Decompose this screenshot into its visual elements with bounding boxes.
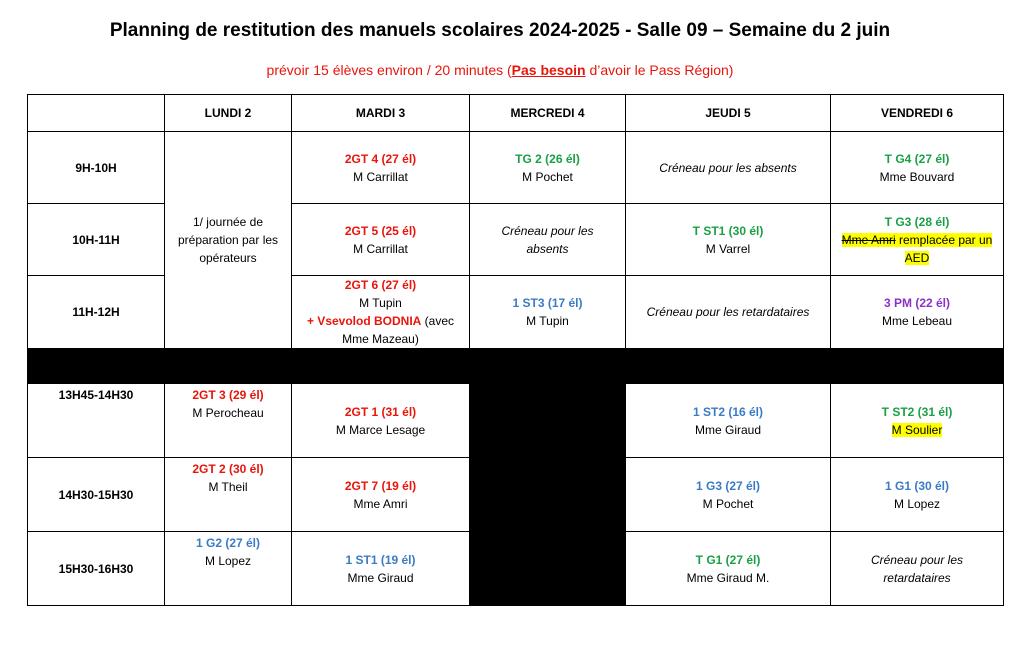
class-group: 1 G2 (27 él) bbox=[195, 536, 261, 550]
slot-cell bbox=[831, 276, 1004, 349]
teacher-name: Mme Amri bbox=[353, 496, 408, 511]
class-group: 2GT 6 (27 él) bbox=[344, 278, 417, 292]
class-group: 2GT 5 (25 él) bbox=[344, 223, 417, 238]
corner-cell bbox=[28, 95, 165, 132]
slot-cell bbox=[292, 276, 470, 349]
slot-cell bbox=[292, 532, 470, 606]
extra-note: (avec Mme Mazeau) bbox=[342, 314, 455, 346]
time-slot: 9H-10H bbox=[28, 132, 165, 204]
teacher-name: Mme Lebeau bbox=[881, 314, 953, 328]
teacher-name: M Perocheau bbox=[192, 406, 264, 420]
schedule-table bbox=[27, 94, 1004, 606]
slot-note: Créneau pour les retardataires bbox=[831, 532, 1004, 606]
teacher-name: M Lopez bbox=[893, 496, 941, 511]
class-group: 1 ST2 (16 él) bbox=[692, 404, 764, 419]
class-group: 2GT 1 (31 él) bbox=[344, 404, 417, 419]
teacher-name: M Pochet bbox=[522, 169, 573, 184]
wednesday-afternoon-blocked bbox=[470, 384, 626, 606]
teacher-replacement: remplacée par un AED bbox=[895, 232, 993, 265]
subtitle-text-end: d’avoir le Pass Région) bbox=[585, 62, 734, 78]
subtitle-text: prévoir 15 élèves environ / 20 minutes ( bbox=[266, 62, 512, 78]
class-group: TG 2 (26 él) bbox=[515, 151, 580, 166]
class-group: 1 G1 (30 él) bbox=[884, 478, 950, 493]
day-header: LUNDI 2 bbox=[165, 95, 292, 132]
time-slot: 15H30-16H30 bbox=[28, 532, 165, 606]
teacher-name: M Pochet bbox=[702, 496, 754, 511]
class-group: 2GT 7 (19 él) bbox=[344, 478, 417, 493]
time-slot: 10H-11H bbox=[28, 204, 165, 276]
teacher-name: M Carrillat bbox=[353, 241, 408, 256]
slot-cell bbox=[626, 458, 831, 532]
slot-cell bbox=[470, 132, 626, 204]
lunch-break-row bbox=[28, 349, 1004, 384]
teacher-struck: Mme Amri bbox=[841, 232, 896, 247]
teacher-name: M Soulier bbox=[891, 422, 943, 437]
time-slot: 11H-12H bbox=[28, 276, 165, 349]
slot-cell bbox=[831, 204, 1004, 276]
class-group: 2GT 4 (27 él) bbox=[344, 151, 417, 166]
slot-cell bbox=[626, 204, 831, 276]
table-row bbox=[28, 384, 1004, 458]
teacher-name: M Marce Lesage bbox=[335, 422, 426, 437]
class-group: 2GT 3 (29 él) bbox=[192, 388, 264, 402]
teacher-name: Mme Giraud bbox=[694, 422, 762, 437]
header-row bbox=[28, 95, 1004, 132]
slot-cell bbox=[626, 384, 831, 458]
teacher-name: Mme Giraud M. bbox=[686, 570, 770, 585]
class-group: 2GT 2 (30 él) bbox=[192, 462, 264, 476]
class-group: T G4 (27 él) bbox=[884, 151, 950, 166]
slot-cell bbox=[292, 204, 470, 276]
slot-cell bbox=[165, 458, 292, 532]
teacher-name: M Carrillat bbox=[353, 169, 408, 184]
class-group: 1 G3 (27 él) bbox=[695, 478, 761, 493]
class-group: T G1 (27 él) bbox=[695, 552, 761, 567]
teacher-name: Mme Giraud bbox=[347, 570, 414, 585]
class-group: 1 ST1 (19 él) bbox=[345, 552, 416, 567]
class-group: T ST1 (30 él) bbox=[692, 223, 764, 238]
day-header: MERCREDI 4 bbox=[470, 95, 626, 132]
teacher-name: Mme Bouvard bbox=[879, 169, 955, 184]
teacher-name: M Varrel bbox=[705, 241, 751, 256]
time-slot: 14H30-15H30 bbox=[28, 458, 165, 532]
teacher-name: M Tupin bbox=[359, 296, 402, 310]
slot-cell bbox=[292, 458, 470, 532]
slot-note: Créneau pour les absents bbox=[626, 132, 831, 204]
slot-cell bbox=[292, 132, 470, 204]
slot-cell bbox=[831, 132, 1004, 204]
slot-cell bbox=[292, 384, 470, 458]
day-header: VENDREDI 6 bbox=[831, 95, 1004, 132]
subtitle bbox=[0, 62, 1000, 78]
class-group: T ST2 (31 él) bbox=[881, 404, 953, 419]
page-title: Planning de restitution des manuels scolaires 2024-2025 - Salle 09 – Semaine du 2 juin bbox=[109, 20, 891, 41]
time-slot: 13H45-14H30 bbox=[28, 384, 165, 458]
teacher-name: M Theil bbox=[208, 480, 248, 494]
table-row bbox=[28, 132, 1004, 204]
slot-note: Créneau pour les absents bbox=[470, 204, 626, 276]
slot-cell bbox=[165, 384, 292, 458]
slot-cell bbox=[165, 532, 292, 606]
lunch-break-bar bbox=[28, 349, 1004, 384]
class-group: 3 PM (22 él) bbox=[883, 296, 951, 310]
day-header: MARDI 3 bbox=[292, 95, 470, 132]
slot-cell bbox=[626, 532, 831, 606]
day-header: JEUDI 5 bbox=[626, 95, 831, 132]
slot-cell bbox=[831, 384, 1004, 458]
slot-note: Créneau pour les retardataires bbox=[626, 276, 831, 349]
extra-teacher: + Vsevolod BODNIA bbox=[306, 314, 422, 328]
class-group: T G3 (28 él) bbox=[884, 214, 950, 229]
teacher-name: M Lopez bbox=[204, 554, 252, 568]
teacher-name: M Tupin bbox=[526, 314, 569, 328]
monday-morning-cell: 1/ journée de préparation par les opérateurs bbox=[165, 132, 292, 349]
slot-cell bbox=[831, 458, 1004, 532]
class-group: 1 ST3 (17 él) bbox=[512, 296, 583, 310]
subtitle-emphasis: Pas besoin bbox=[511, 62, 586, 78]
slot-cell bbox=[470, 276, 626, 349]
